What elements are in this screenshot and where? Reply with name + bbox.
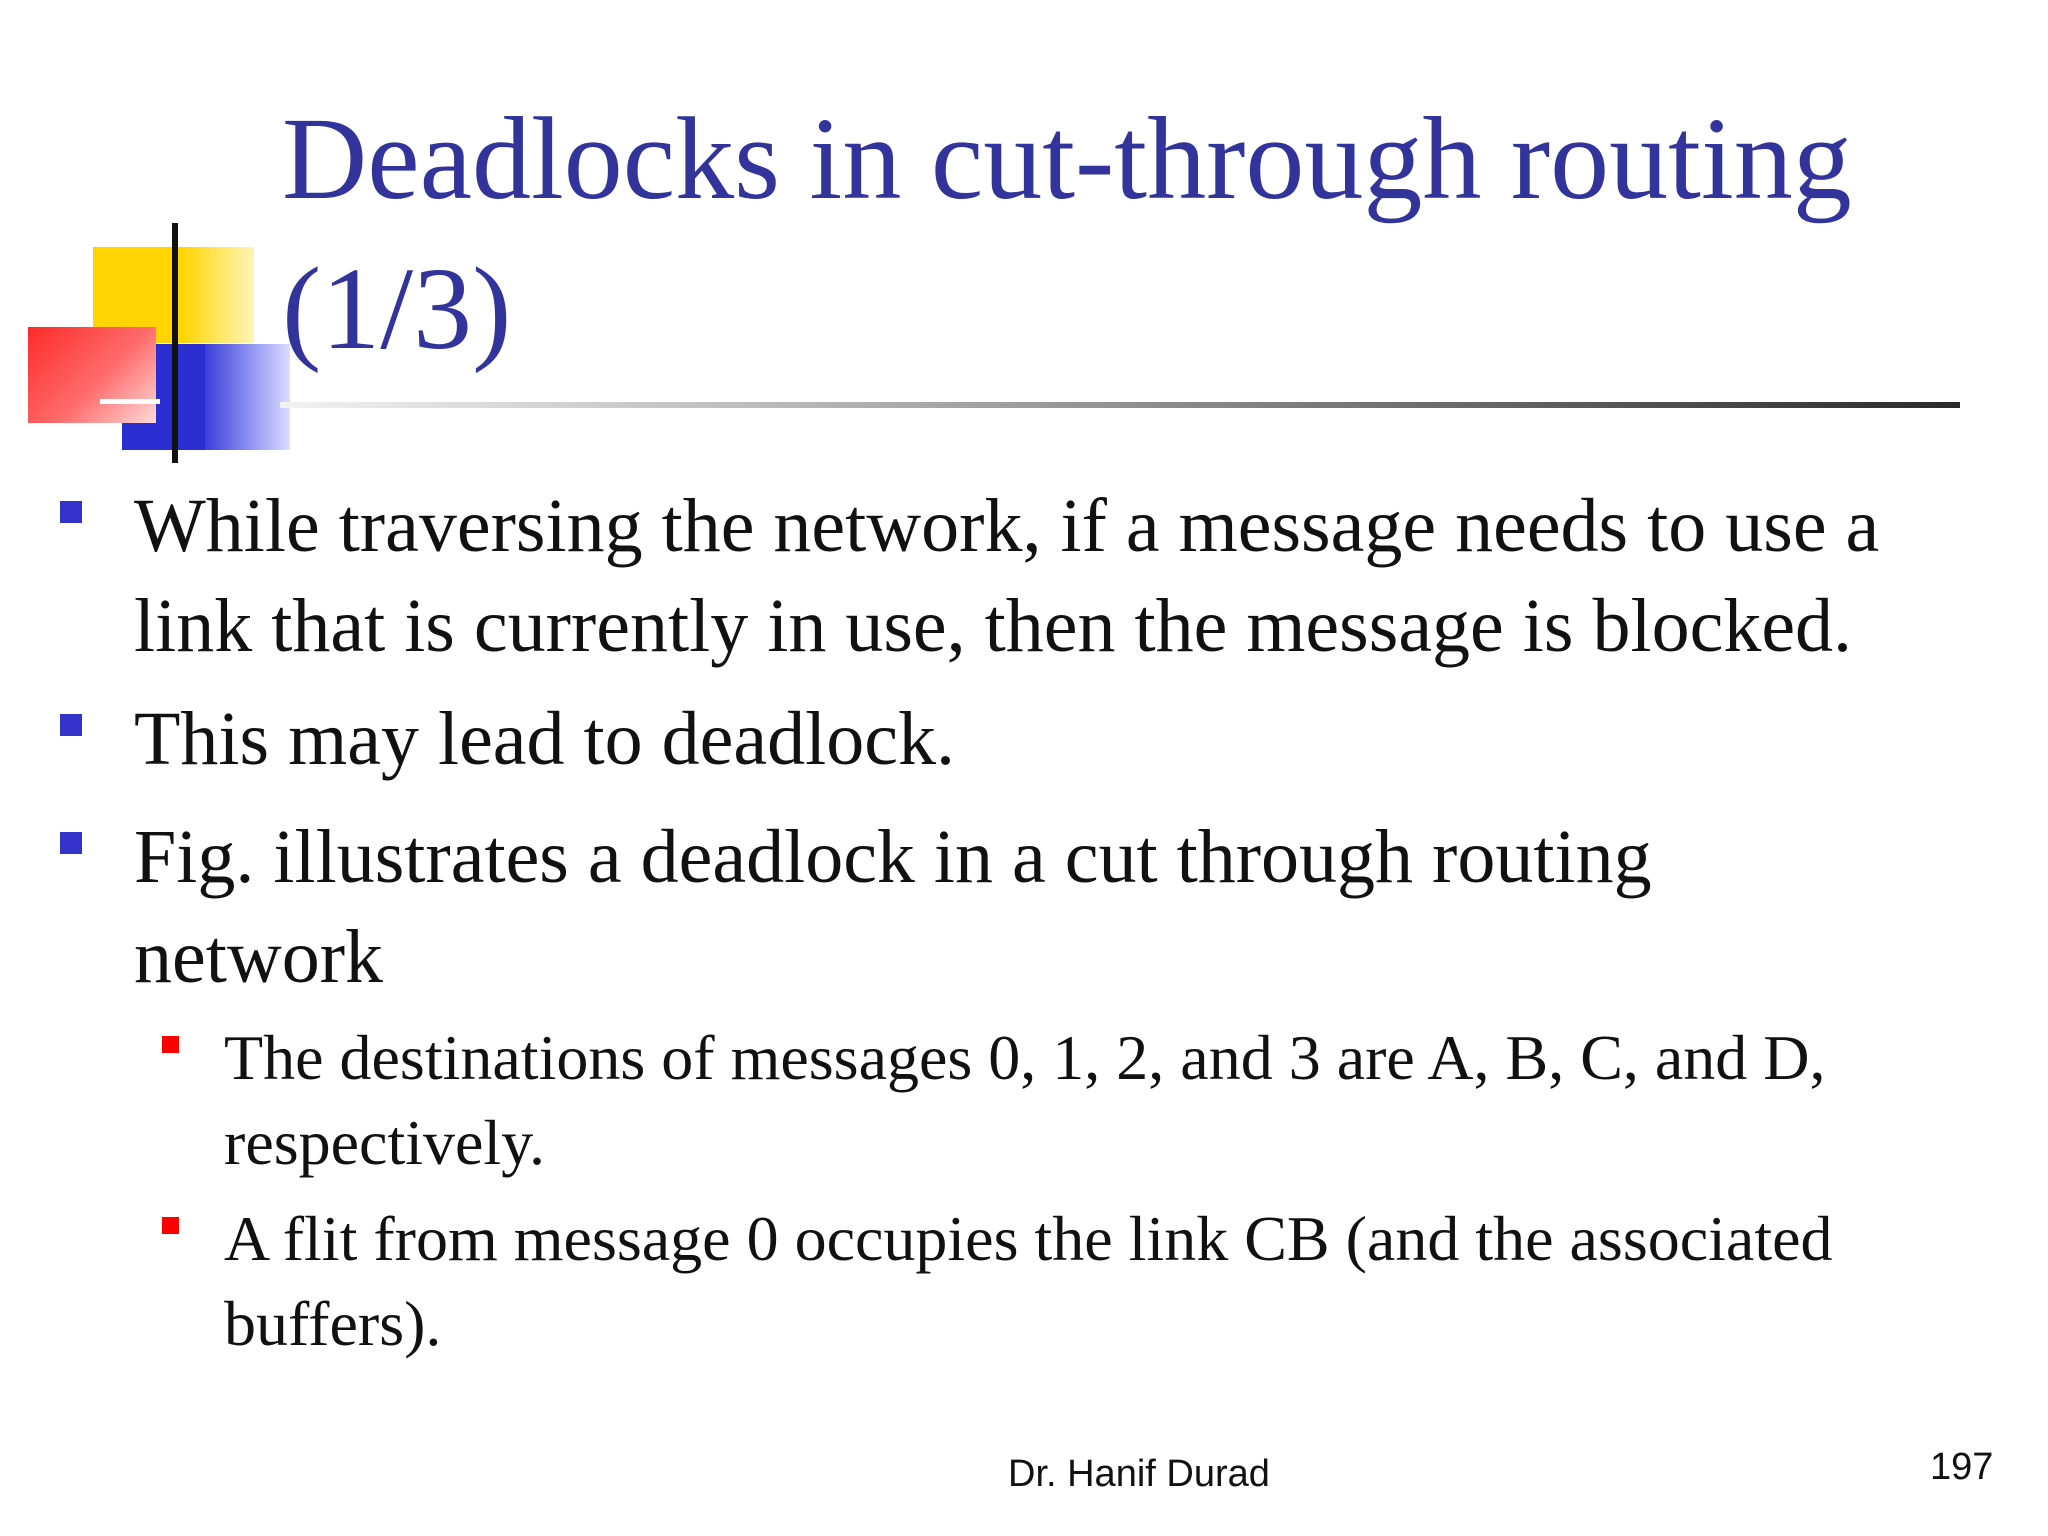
sub-bullet-line: A flit from message 0 occupies the link CB (and the associated — [224, 1203, 1833, 1274]
decor-vertical-line — [172, 223, 178, 463]
bullet-line: This may lead to deadlock. — [134, 697, 955, 781]
page-number: 197 — [1930, 1446, 1994, 1488]
sub-bullet-line: The destinations of messages 0, 1, 2, and 3 are A, B, C, and D, — [224, 1022, 1826, 1093]
title-underline — [280, 402, 1960, 408]
bullet-line: link that is currently in use, then the message is blocked. — [134, 584, 1853, 668]
decor-light-blue-block — [205, 344, 290, 450]
blue-square-bullet-icon — [60, 714, 82, 736]
slide-title — [282, 84, 1982, 384]
footer-author: Dr. Hanif Durad — [1008, 1453, 1270, 1495]
sub-bullet-line: respectively. — [224, 1107, 546, 1178]
red-square-bullet-icon — [162, 1036, 179, 1053]
bullet-line: Fig. illustrates a deadlock in a cut through routing — [134, 815, 1652, 899]
bullet-line: While traversing the network, if a message needs to use a — [134, 484, 1880, 568]
decor-white-stripe — [100, 399, 160, 404]
decor-red-block — [28, 327, 156, 423]
sub-bullet-line: buffers). — [224, 1288, 442, 1359]
bullet-line: network — [134, 915, 384, 999]
title-line-2: (1/3) — [282, 243, 512, 374]
blue-square-bullet-icon — [60, 832, 82, 854]
red-square-bullet-icon — [162, 1217, 179, 1234]
blue-square-bullet-icon — [60, 501, 82, 523]
title-line-1: Deadlocks in cut-through routing — [282, 93, 1852, 224]
